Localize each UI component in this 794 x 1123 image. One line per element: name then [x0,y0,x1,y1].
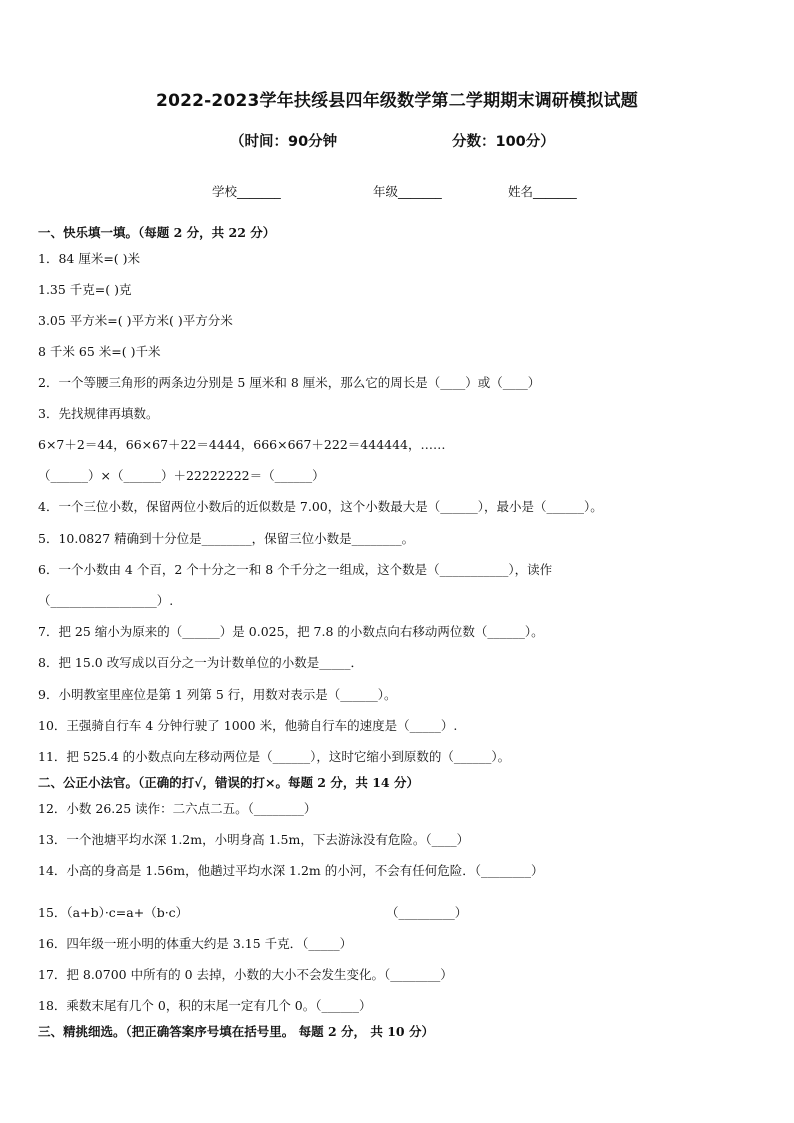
name-field: 姓名_______ [508,184,577,199]
question-1a: 1．84 厘米=( )米 [38,251,141,266]
question-4: 4．一个三位小数，保留两位小数后的近似数是 7.00，这个小数最大是（______），最小是（______）。 [38,499,603,514]
question-3-blank: （______）×（______）＋22222222＝（______） [38,468,325,483]
question-9: 9．小明教室里座位是第 1 列第 5 行，用数对表示是（______）。 [38,687,397,702]
question-15-answer-blank: （_________） [386,905,468,920]
question-3: 3．先找规律再填数。 [38,406,159,421]
question-18: 18．乘数末尾有几个 0，积的末尾一定有几个 0。（______） [38,998,372,1013]
question-17: 17．把 8.0700 中所有的 0 去掉，小数的大小不会发生变化。（________） [38,967,453,982]
question-7: 7．把 25 缩小为原来的（______）是 0.025，把 7.8 的小数点向右移动两位数（______）。 [38,624,544,639]
school-field: 学校_______ [212,184,281,199]
exam-score: 分数：100分） [452,134,555,150]
section-2-heading: 二、公正小法官。（正确的打√，错误的打×。每题 2 分，共 14 分） [38,775,419,790]
grade-field: 年级_______ [373,184,442,199]
question-8: 8．把 15.0 改写成以百分之一为计数单位的小数是_____． [38,655,363,670]
question-13: 13．一个池塘平均水深 1.2m，小明身高 1.5m，下去游泳没有危险。（____） [38,832,470,847]
question-10: 10．王强骑自行车 4 分钟行驶了 1000 米，他骑自行车的速度是（_____）. [38,718,458,733]
section-1-heading: 一、快乐填一填。（每题 2 分，共 22 分） [38,225,276,240]
question-14: 14．小高的身高是 1.56m，他趟过平均水深 1.2m 的小河，不会有任何危险．（________） [38,863,544,878]
question-6-continued: （_________________）. [38,593,174,608]
question-2: 2．一个等腰三角形的两条边分别是 5 厘米和 8 厘米，那么它的周长是（____）或（____） [38,375,541,390]
question-6: 6．一个小数由 4 个百，2 个十分之一和 8 个千分之一组成，这个数是（___________），读作 [38,562,553,577]
question-1c: 3.05 平方米=( )平方米( )平方分米 [38,313,233,328]
question-11: 11．把 525.4 的小数点向左移动两位是（______），这时它缩小到原数的（______）。 [38,749,511,764]
question-12: 12．小数 26.25 读作：二六点二五。（________） [38,801,317,816]
page-title: 2022-2023学年扶绥县四年级数学第二学期期末调研模拟试题 [156,91,638,111]
question-15: 15．（a+b）·c=a+（b·c） [38,905,189,920]
section-3-heading: 三、精挑细选。（把正确答案序号填在括号里。 每题 2 分， 共 10 分） [38,1024,434,1039]
question-3-pattern: 6×7＋2＝44，66×67＋22＝4444，666×667＋222＝444444，…… [38,437,446,452]
exam-time: （时间：90分钟 [230,134,338,150]
question-16: 16．四年级一班小明的体重大约是 3.15 千克．（_____） [38,936,353,951]
question-5: 5．10.0827 精确到十分位是________，保留三位小数是________。 [38,531,415,546]
question-1d: 8 千米 65 米=( )千米 [38,344,161,359]
question-1b: 1.35 千克=( )克 [38,282,132,297]
